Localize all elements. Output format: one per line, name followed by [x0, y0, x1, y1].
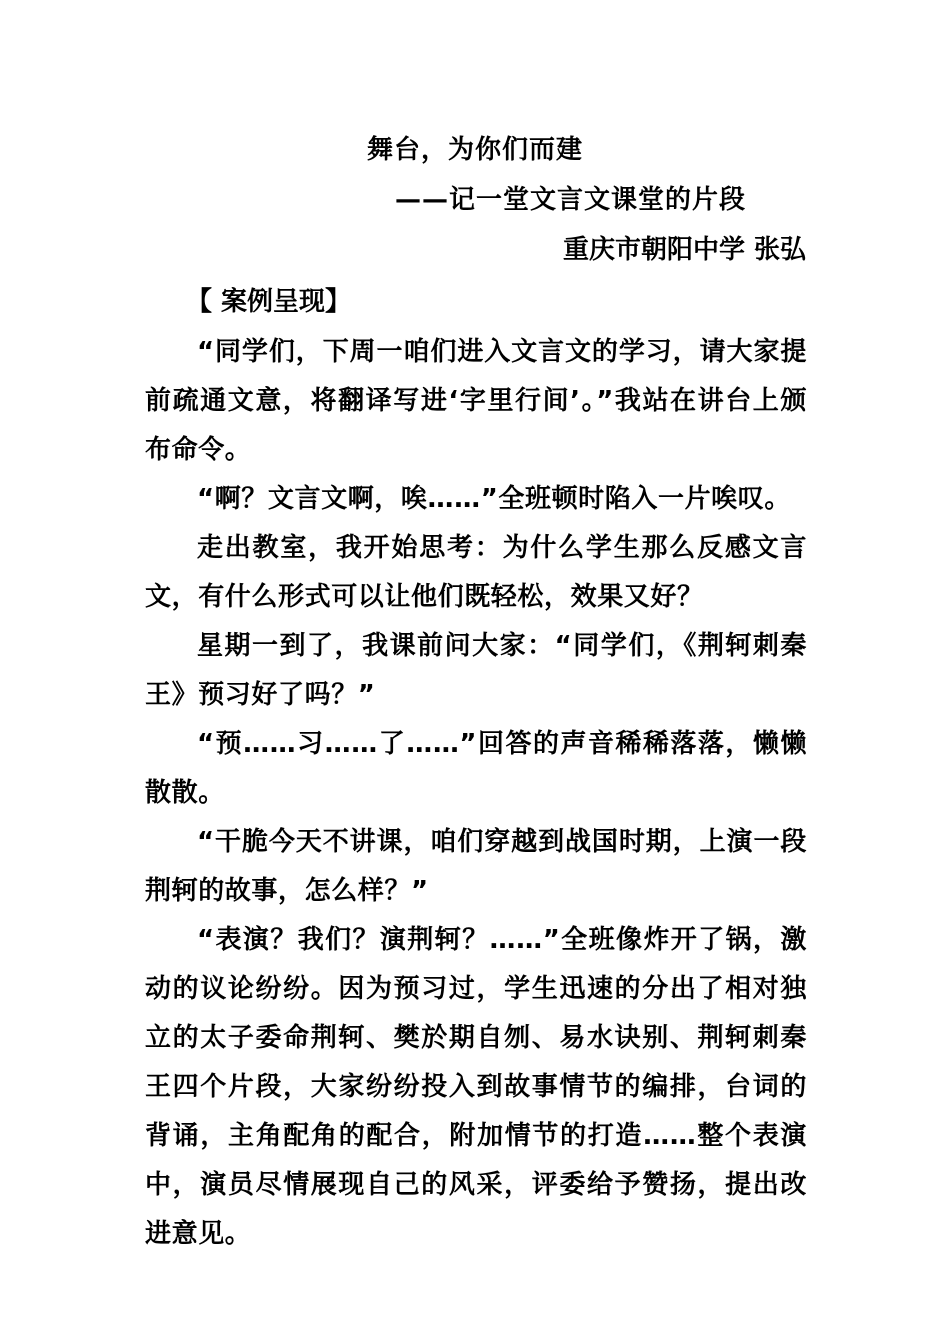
paragraph: “干脆今天不讲课，咱们穿越到战国时期，上演一段荆轲的故事，怎么样？”	[145, 827, 807, 906]
paragraph: 星期一到了，我课前问大家：“同学们，《荆轲刺秦王》预习好了吗？”	[145, 631, 807, 710]
paragraph: “同学们，下周一咱们进入文言文的学习，请大家提前疏通文意，将翻译写进‘字里行间’。”我站在讲台上颁布命令。	[145, 337, 807, 465]
paragraph: “预……习……了……”回答的声音稀稀落落，懒懒散散。	[145, 729, 807, 808]
paragraph: 走出教室，我开始思考：为什么学生那么反感文言文，有什么形式可以让他们既轻松，效果又好？	[145, 533, 807, 612]
body-text	[145, 328, 807, 1259]
document-subtitle: ——记一堂文言文课堂的片段	[395, 185, 747, 215]
document-title: 舞台，为你们而建	[366, 135, 583, 165]
paragraph: “啊？文言文啊，唉……”全班顿时陷入一片唉叹。	[197, 484, 791, 514]
paragraph: “表演？我们？演荆轲？……”全班像炸开了锅，激动的议论纷纷。因为预习过，学生迅速的分出了相对独立的太子委命荆轲、樊於期自刎、易水诀别、荆轲刺秦王四个片段，大家纷纷投入到故事情节的编排，台词的背诵，主角配角的配合，附加情节的打造……整个表演中，演员尽情展现自己的风采，评委给予赞扬，提出改进意见。	[145, 925, 807, 1249]
section-heading: 【 案例呈现】	[186, 287, 352, 317]
author-line: 重庆市朝阳中学 张弘	[562, 235, 806, 265]
